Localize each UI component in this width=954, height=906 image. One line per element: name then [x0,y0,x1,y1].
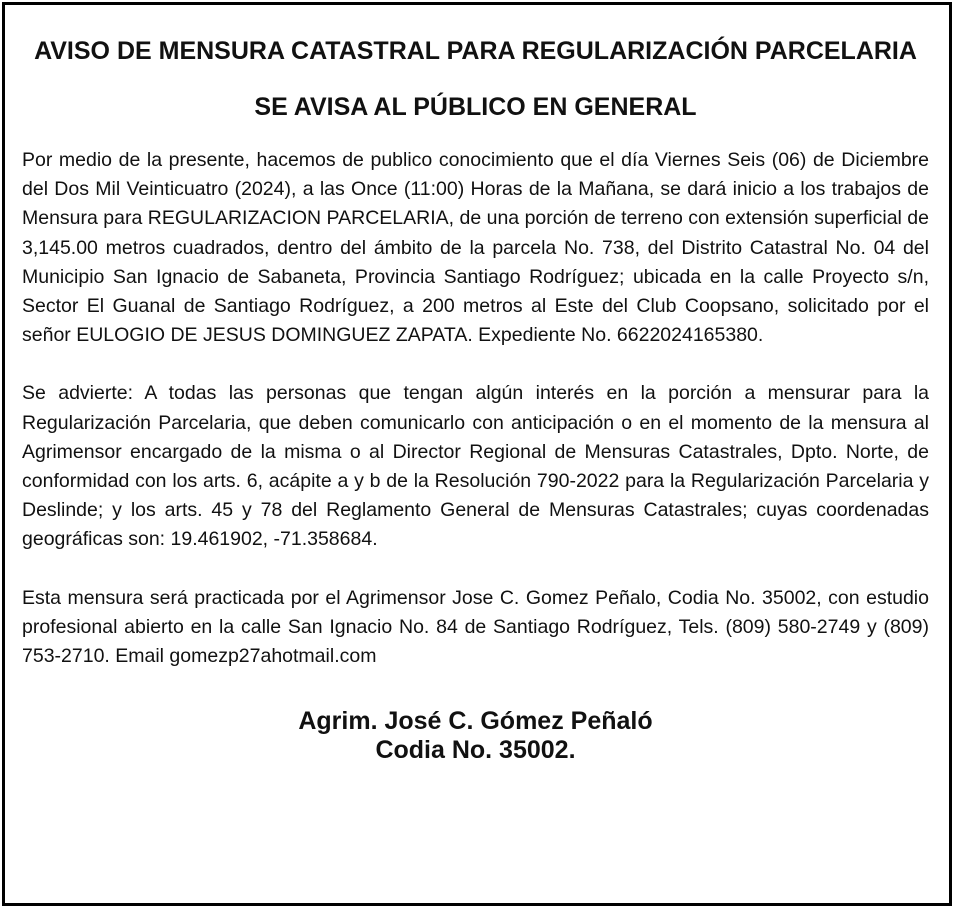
notice-content [22,5,929,765]
notice-subtitle: SE AVISA AL PÚBLICO EN GENERAL [254,93,697,121]
notice-paragraph-surveyor: Esta mensura será practicada por el Agrimensor Jose C. Gomez Peñalo, Codia No. 35002, con estudio profesional abierto en la calle San Ignacio No. 84 de Santiago Rodríguez, Tels. (809) 580-2749 y (809) 753-2710. Email gomezp27ahotmail.com [22,586,929,668]
notice-frame [2,2,952,906]
signature-codia: Codia No. 35002. [375,736,576,765]
notice-paragraph-announcement: Por medio de la presente, hacemos de publico conocimiento que el día Viernes Seis (06) de Diciembre del Dos Mil Veinticuatro (2024), a las Once (11:00) Horas de la Mañana, se dará inicio a los trabajos de Mensura para REGULARIZACION PARCELARIA, de una porción de terreno con extensión superficial de 3,145.00 metros cuadrados, dentro del ámbito de la parcela No. 738, del Distrito Catastral No. 04 del Municipio San Ignacio de Sabaneta, Provincia Santiago Rodríguez; ubicada en la calle Proyecto s/n, Sector El Guanal de Santiago Rodríguez, a 200 metros al Este del Club Coopsano, solicitado por el señor EULOGIO DE JESUS DOMINGUEZ ZAPATA. Expediente No. 6622024165380. [22,149,929,347]
notice-paragraph-warning: Se advierte: A todas las personas que tengan algún interés en la porción a mensurar para la Regularización Parcelaria, que deben comunicarlo con anticipación o en el momento de la mensura al Agrimensor encargado de la misma o al Director Regional de Mensuras Catastrales, Dpto. Norte, de conformidad con los arts. 6, acápite a y b de la Resolución 790-2022 para la Regularización Parcelaria y Deslinde; y los arts. 45 y 78 del Reglamento General de Mensuras Catastrales; cuyas coordenadas geográficas son: 19.461902, -71.358684. [22,382,929,551]
signature-name: Agrim. José C. Gómez Peñaló [298,707,653,736]
notice-title: AVISO DE MENSURA CATASTRAL PARA REGULARIZACIÓN PARCELARIA [34,37,917,65]
signature-block [22,707,929,765]
